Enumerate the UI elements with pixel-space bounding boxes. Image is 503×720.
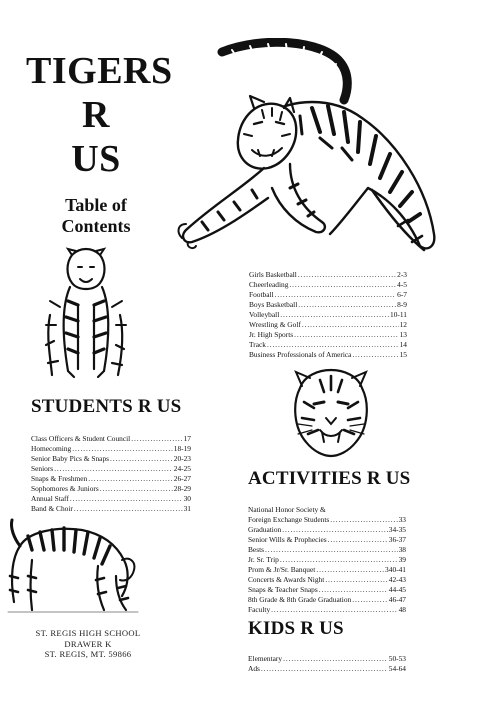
- prowling-tiger-icon: [6, 516, 140, 616]
- toc-row[interactable]: Snaps & Freshmen ..... 26-27: [31, 474, 191, 484]
- address-line-1: ST. REGIS HIGH SCHOOL: [35, 628, 141, 638]
- toc-row[interactable]: Graduation ..... 34-35: [248, 525, 406, 535]
- students-toc: [31, 434, 191, 514]
- toc-row[interactable]: Senior Baby Pics & Snaps ..... 20-23: [31, 454, 191, 464]
- toc-row[interactable]: Prom & Jr/Sr. Banquet ..... 340-41: [248, 565, 406, 575]
- toc-row[interactable]: Boys Basketball ..... 8-9: [249, 300, 407, 310]
- kids-heading: KIDS R US: [248, 618, 344, 639]
- title-line-3: US: [71, 138, 121, 180]
- toc-row[interactable]: Concerts & Awards Night ..... 42-43: [248, 575, 406, 585]
- toc-row[interactable]: Band & Choir ..... 31: [31, 504, 191, 514]
- title-line-2: R: [82, 94, 110, 136]
- toc-heading: [46, 195, 146, 236]
- toc-row[interactable]: Sophomores & Juniors ..... 28-29: [31, 484, 191, 494]
- toc-row[interactable]: 8th Grade & 8th Grade Graduation ..... 46-47: [248, 595, 406, 605]
- kids-toc: [248, 654, 406, 674]
- toc-row[interactable]: Volleyball ..... 10-11: [249, 310, 407, 320]
- toc-row[interactable]: Track ..... 14: [249, 340, 407, 350]
- address-line-2: DRAWER K: [64, 638, 112, 649]
- toc-row[interactable]: Girls Basketball ..... 2-3: [249, 270, 407, 280]
- toc-row[interactable]: Jr. High Sports ..... 13: [249, 330, 407, 340]
- toc-row[interactable]: Seniors ..... 24-25: [31, 464, 191, 474]
- tiger-head-icon: [290, 368, 372, 460]
- standing-tiger-icon: [42, 245, 128, 385]
- title-line-1: TIGERS: [26, 50, 173, 92]
- activities-heading: ACTIVITIES R US: [248, 468, 411, 489]
- toc-row[interactable]: Annual Staff ..... 30: [31, 494, 191, 504]
- toc-heading-line-1: Table of: [65, 195, 127, 215]
- toc-row[interactable]: Senior Wills & Prophecies ..... 36-37: [248, 535, 406, 545]
- school-address: [8, 628, 168, 660]
- toc-row[interactable]: Elementary ..... 50-53: [248, 654, 406, 664]
- toc-row[interactable]: Bests ..... 38: [248, 545, 406, 555]
- toc-row[interactable]: Wrestling & Golf ..... 12: [249, 320, 407, 330]
- toc-row[interactable]: Cheerleading ..... 4-5: [249, 280, 407, 290]
- toc-row[interactable]: Football ..... 6-7: [249, 290, 407, 300]
- toc-row[interactable]: Class Officers & Student Council ..... 17: [31, 434, 191, 444]
- page-title: [26, 50, 173, 180]
- activities-toc: [248, 505, 406, 616]
- toc-row[interactable]: Jr. Sr. Trip ..... 39: [248, 555, 406, 565]
- toc-row[interactable]: Foreign Exchange Students ..... 33: [248, 515, 406, 525]
- address-line-3: ST. REGIS, MT. 59866: [44, 649, 132, 660]
- leaping-tiger-icon: [172, 38, 460, 260]
- toc-heading-line-2: Contents: [61, 215, 131, 236]
- students-heading: STUDENTS R US: [31, 396, 182, 417]
- toc-line: National Honor Society &: [248, 505, 326, 514]
- sports-toc: [249, 270, 407, 360]
- toc-row[interactable]: Snaps & Teacher Snaps ..... 44-45: [248, 585, 406, 595]
- toc-row[interactable]: Faculty ..... 48: [248, 605, 406, 615]
- toc-row[interactable]: Business Professionals of America ..... 15: [249, 350, 407, 360]
- toc-row[interactable]: Homecoming ..... 18-19: [31, 444, 191, 454]
- toc-row[interactable]: Ads ..... 54-64: [248, 664, 406, 674]
